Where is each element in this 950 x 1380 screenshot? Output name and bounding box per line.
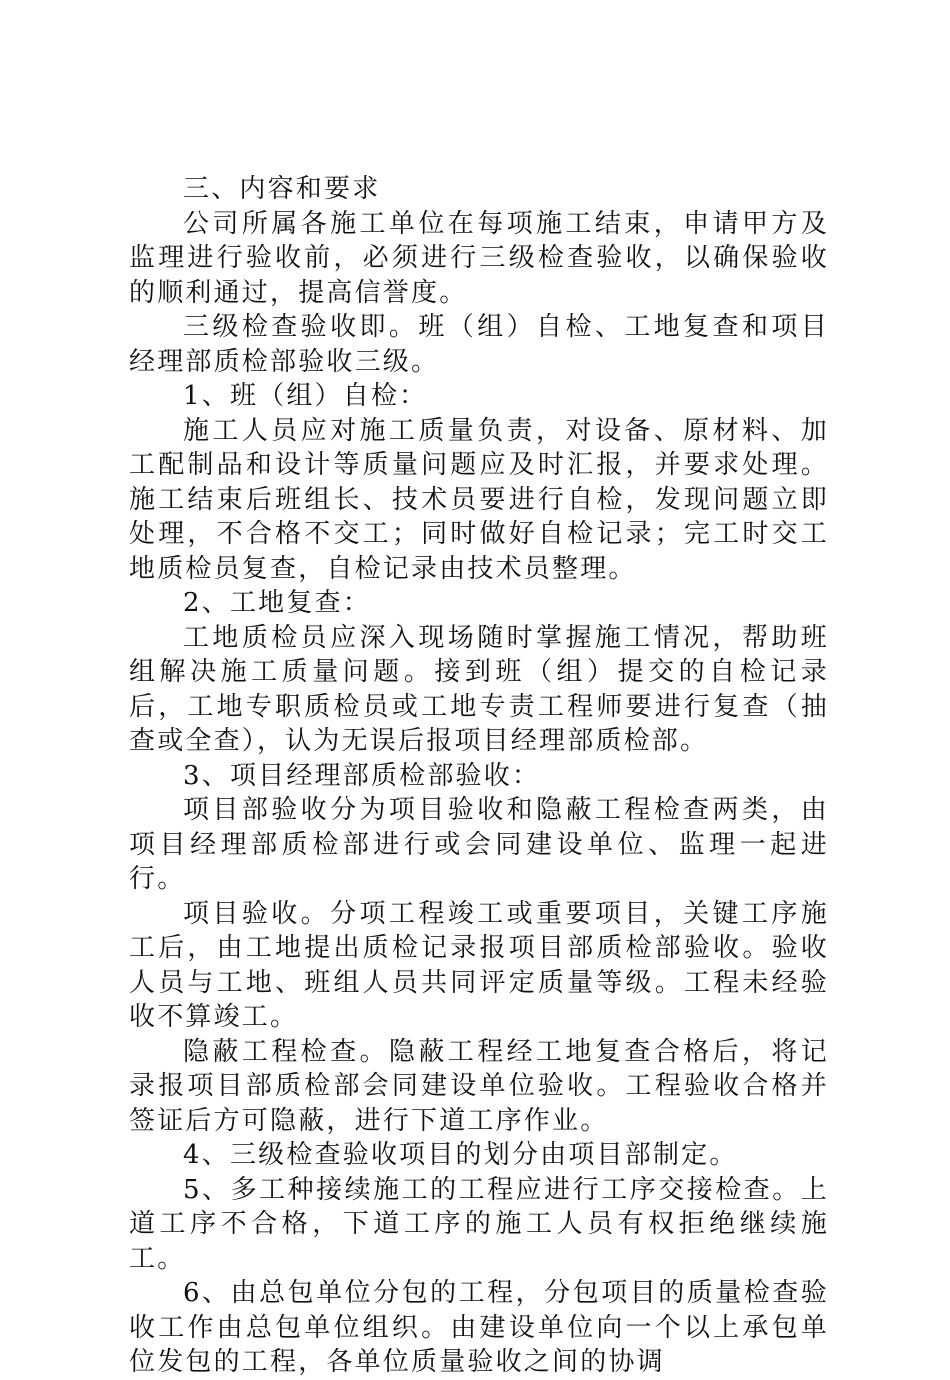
section-heading: 三、内容和要求 — [183, 174, 381, 204]
document-body — [129, 172, 829, 1380]
paragraph-item-4: 4、三级检查验收项目的划分由项目部制定。 — [183, 1140, 738, 1170]
subheading-team-selfcheck: 1、班（组）自检： — [183, 381, 428, 411]
paragraph-item-6: 6、由总包单位分包的工程，分包项目的质量检查验收工作由总包单位组织。由建设单位向一个以上承包单位发包的工程，各单位质量验收之间的协调 — [129, 1278, 829, 1377]
paragraph-item-5: 5、多工种接续施工的工程应进行工序交接检查。上道工序不合格，下道工序的施工人员有权拒绝继续施工。 — [129, 1174, 829, 1274]
paragraph-project-acceptance: 项目部验收分为项目验收和隐蔽工程检查两类，由项目经理部质检部进行或会同建设单位、监理一起进行。 — [129, 795, 829, 894]
paragraph-team-selfcheck: 施工人员应对施工质量负责，对设备、原材料、加工配制品和设计等质量问题应及时汇报，并要求处理。施工结束后班组长、技术员要进行自检，发现问题立即处理，不合格不交工；同时做好自检记录；完工时交工地质检员复查，自检记录由技术员整理。 — [129, 415, 829, 584]
subheading-project-acceptance: 3、项目经理部质检部验收： — [183, 760, 541, 791]
subheading-site-review: 2、工地复查： — [183, 588, 371, 618]
paragraph-item-acceptance: 项目验收。分项工程竣工或重要项目，关键工序施工后，由工地提出质检记录报项目部质检部验收。验收人员与工地、班组人员共同评定质量等级。工程未经验收不算竣工。 — [129, 898, 829, 1032]
paragraph-site-review: 工地质检员应深入现场随时掌握施工情况，帮助班组解决施工质量问题。接到班（组）提交的自检记录后，工地专职质检员或工地专责工程师要进行复查（抽查或全查），认为无误后报项目经理部质检部。 — [129, 622, 829, 756]
paragraph-three-levels: 三级检查验收即。班（组）自检、工地复查和项目经理部质检部验收三级。 — [129, 312, 829, 377]
paragraph-intro: 公司所属各施工单位在每项施工结束，申请甲方及监理进行验收前，必须进行三级检查验收，以确保验收的顺利通过，提高信誉度。 — [129, 208, 829, 308]
paragraph-concealed-works: 隐蔽工程检查。隐蔽工程经工地复查合格后，将记录报项目部质检部会同建设单位验收。工程验收合格并签证后方可隐蔽，进行下道工序作业。 — [129, 1036, 829, 1136]
